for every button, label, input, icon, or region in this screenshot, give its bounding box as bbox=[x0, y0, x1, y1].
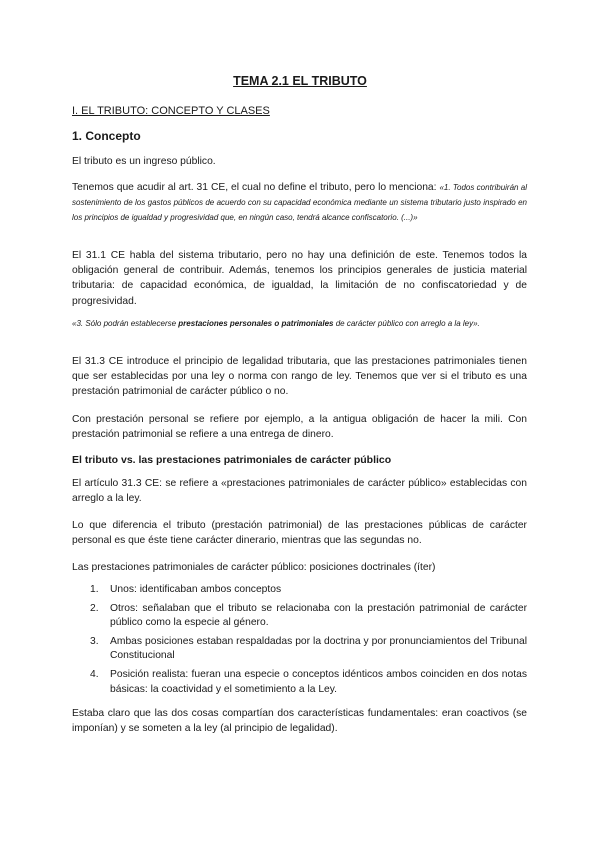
heading-concepto: 1. Concepto bbox=[72, 129, 141, 143]
art31-3-quote bbox=[72, 318, 527, 331]
list-text: Ambas posiciones estaban respaldadas por la doctrina y por pronunciamientos del Tribunal Constitucional bbox=[110, 635, 527, 662]
paragraph-1: El tributo es un ingreso público. bbox=[72, 156, 216, 167]
paragraph-2-intro: Tenemos que acudir al art. 31 CE, el cual no define el tributo, pero lo menciona: bbox=[72, 182, 440, 193]
quote-bold: prestaciones personales o patrimoniales bbox=[178, 319, 334, 328]
list-text: Unos: identificaban ambos conceptos bbox=[110, 584, 282, 595]
list-item bbox=[72, 668, 527, 697]
list-text: Otros: señalaban que el tributo se relacionaba con la prestación patrimonial de carácter público como la especie al género. bbox=[110, 602, 527, 629]
quote-pre: «3. Sólo podrán establecerse bbox=[72, 319, 179, 328]
list-number: 2. bbox=[90, 602, 99, 614]
paragraph-7: Lo que diferencia el tributo (prestación patrimonial) de las prestaciones públicas de carácter personal es que éste tiene carácter dinerario, mientras que las segundas no. bbox=[72, 520, 527, 547]
list-item bbox=[72, 635, 527, 664]
list-number: 1. bbox=[90, 584, 99, 595]
heading-tributo-vs: El tributo vs. las prestaciones patrimoniales de carácter público bbox=[72, 454, 392, 466]
paragraph-3: El 31.1 CE habla del sistema tributario, pero no hay una definición de este. Tenemos todos la obligación general de contribuir. Además, tenemos los principios generales de justicia material tributaria: de capacidad económica, de igualdad, la limitación de no confiscatoriedad y de progresividad. bbox=[72, 250, 527, 307]
list-number: 3. bbox=[90, 635, 99, 647]
list-number: 4. bbox=[90, 668, 99, 680]
section-heading: I. EL TRIBUTO: CONCEPTO Y CLASES bbox=[72, 105, 270, 117]
list-item bbox=[72, 602, 527, 631]
paragraph-2 bbox=[72, 180, 527, 226]
quote-post: de carácter público con arreglo a la ley». bbox=[333, 319, 480, 328]
art31-quote: «1. Todos contribuirán al sostenimiento de los gastos públicos de acuerdo con su capacidad económica mediante un sistema tributario justo inspirado en los principios de igualdad y progresividad que, en ningún caso, tendrá alcance confiscatorio. (...)» bbox=[72, 183, 527, 223]
page-title: TEMA 2.1 EL TRIBUTO bbox=[233, 74, 367, 88]
list-item bbox=[72, 583, 527, 598]
list-text: Posición realista: fueran una especie o conceptos idénticos ambos coinciden en dos notas básicas: la coactividad y el sometimiento a la Ley. bbox=[110, 668, 527, 695]
paragraph-8: Las prestaciones patrimoniales de carácter público: posiciones doctrinales (íter) bbox=[72, 562, 436, 573]
paragraph-5: Con prestación personal se refiere por ejemplo, a la antigua obligación de hacer la mili. Con prestación patrimonial se refiere a una entrega de dinero. bbox=[72, 414, 527, 441]
doctrinal-positions-list bbox=[72, 583, 527, 701]
paragraph-9: Estaba claro que las dos cosas compartían dos características fundamentales: eran coactivos (se imponían) y se someten a la ley (al principio de legalidad). bbox=[72, 708, 527, 735]
paragraph-4: El 31.3 CE introduce el principio de legalidad tributaria, que las prestaciones patrimoniales tienen que ser establecidas por una ley o norma con rango de ley. Tenemos que ver si el tributo es una prestación patrimonial de carácter público o no. bbox=[72, 356, 527, 398]
paragraph-6: El artículo 31.3 CE: se refiere a «prestaciones patrimoniales de carácter público» establecidas con arreglo a la ley. bbox=[72, 478, 527, 505]
